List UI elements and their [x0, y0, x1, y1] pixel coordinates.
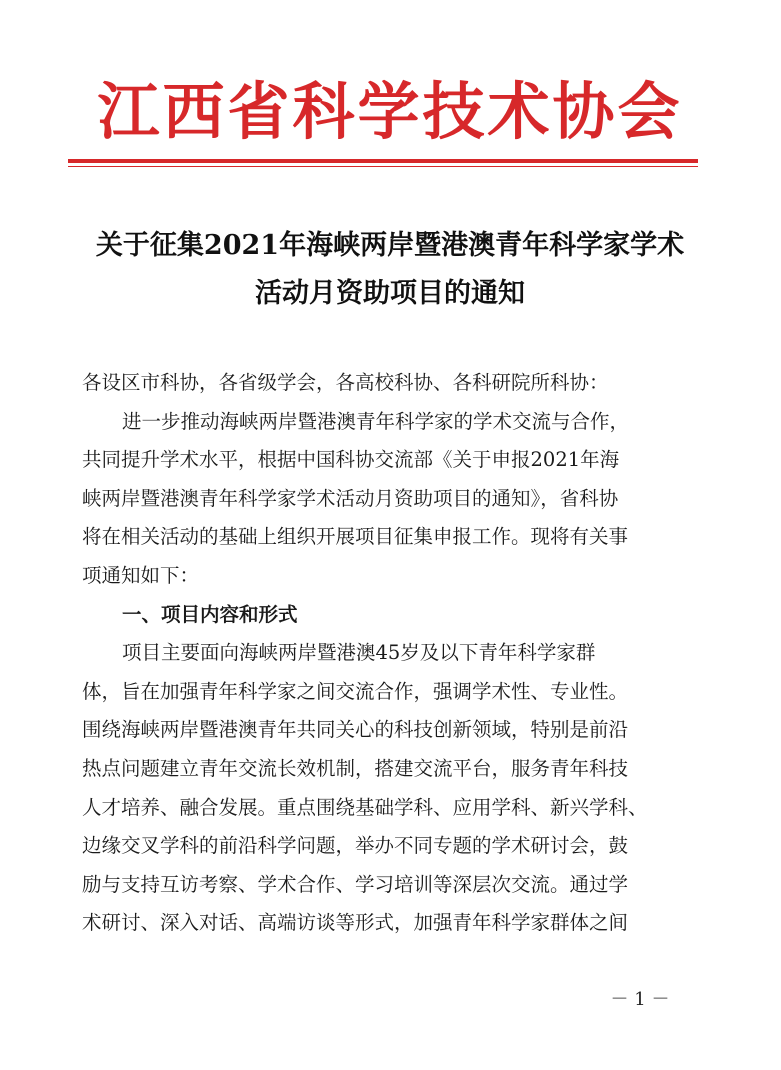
page-number: － 1 － [610, 989, 670, 1010]
paragraph-2-line-7: 励与支持互访考察、学术合作、学习培训等深层次交流。通过学 [82, 872, 629, 896]
paragraph-2-line-5: 人才培养、融合发展。重点围绕基础学科、应用学科、新兴学科、 [82, 795, 648, 819]
organization-letterhead: 江西省科学技术协会 [97, 75, 683, 148]
section-heading-1: 一、项目内容和形式 [122, 602, 298, 626]
paragraph-1-line-3: 峡两岸暨港澳青年科学家学术活动月资助项目的通知》，省科协 [82, 486, 619, 510]
paragraph-2-line-6: 边缘交叉学科的前沿科学问题，举办不同专题的学术研讨会，鼓 [82, 834, 629, 858]
paragraph-2-line-8: 术研讨、深入对话、高端访谈等形式，加强青年科学家群体之间 [82, 911, 629, 935]
paragraph-1-line-4: 将在相关活动的基础上组织开展项目征集申报工作。现将有关事 [82, 525, 629, 549]
title-line-2: 活动月资助项目的通知 [255, 278, 525, 309]
letterhead-red-rule-thin [68, 166, 698, 167]
letterhead-red-rule-thick [68, 159, 698, 163]
paragraph-2-line-1: 项目主要面向海峡两岸暨港澳45岁及以下青年科学家群 [122, 641, 596, 665]
document-title [70, 222, 710, 318]
document-body [82, 364, 682, 943]
paragraph-1-line-2: 共同提升学术水平，根据中国科协交流部《关于申报2021年海 [82, 448, 620, 472]
salutation: 各设区市科协，各省级学会，各高校科协、各科研院所科协： [82, 371, 609, 394]
title-line-1: 关于征集2021年海峡两岸暨港澳青年科学家学术 [95, 230, 685, 261]
paragraph-2-line-2: 体，旨在加强青年科学家之间交流合作，强调学术性、专业性。 [82, 679, 629, 703]
paragraph-1-line-5: 项通知如下： [82, 563, 200, 587]
paragraph-2-line-4: 热点问题建立青年交流长效机制，搭建交流平台，服务青年科技 [82, 756, 629, 780]
paragraph-2-line-3: 围绕海峡两岸暨港澳青年共同关心的科技创新领域，特别是前沿 [82, 718, 629, 742]
paragraph-1-line-1: 进一步推动海峡两岸暨港澳青年科学家的学术交流与合作， [122, 409, 630, 433]
